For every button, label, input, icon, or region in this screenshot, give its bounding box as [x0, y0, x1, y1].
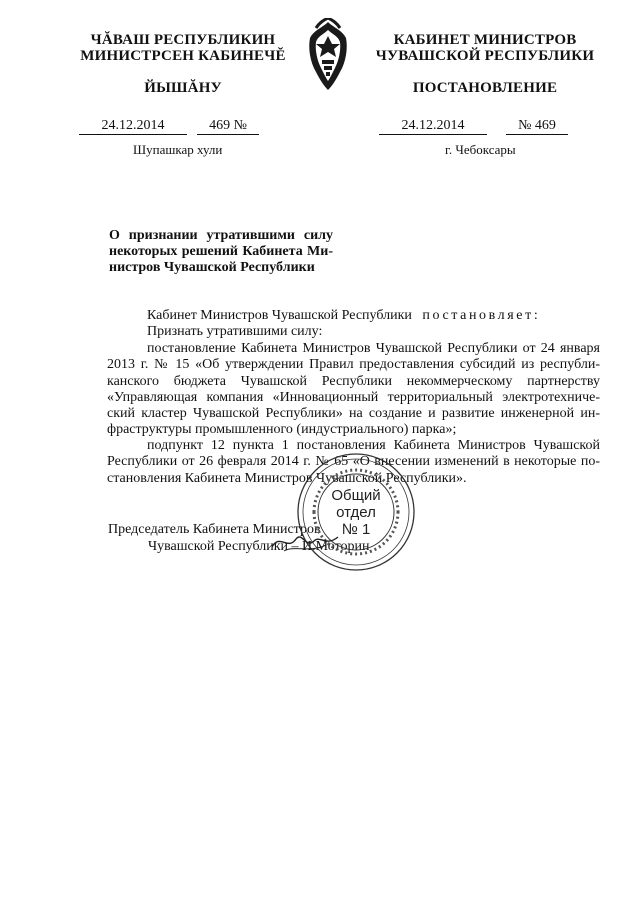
paragraph-line: фраструктуры промышленного (индустриального) парка»; [107, 422, 457, 438]
date-field-right: 24.12.2014 [379, 118, 487, 135]
paragraph-line: канского бюджета Чувашской Республики некоммерческому партнерству [107, 373, 600, 389]
ministry-name-russian-line1: КАБИНЕТ МИНИСТРОВ [393, 32, 577, 48]
stamp-line: Общий [331, 487, 381, 504]
paragraph-line: ский кластер Чувашской Республики» на создание и развитие инженерной ин- [107, 406, 600, 422]
repealed-resolution-paragraph [107, 341, 600, 439]
paragraph-line: подпункт 12 пункта 1 постановления Кабинета Министров Чувашской [147, 438, 600, 453]
document-type-chuvash: ЙЫШĂНУ [144, 80, 222, 96]
intro-text: Кабинет Министров Чувашской Республики [147, 308, 412, 323]
paragraph-line: постановление Кабинета Министров Чувашской Республики от 24 января [147, 341, 600, 356]
date-field-left: 24.12.2014 [79, 118, 187, 135]
city-russian: г. Чебоксары [445, 142, 516, 157]
signatory-title: Председатель Кабинета Министров [108, 522, 321, 537]
title-line: некоторых решений Кабинета Ми- [109, 244, 333, 259]
paragraph-line: становления Кабинета Министров Чувашской Республики». [107, 470, 467, 486]
title-line: О признании утратившими силу [109, 228, 333, 243]
paragraph-line: 2013 г. № 15 «Об утверждении Правил предоставления субсидий из республи- [107, 357, 600, 373]
stamp-line: отдел [336, 504, 376, 521]
title-line: нистров Чувашской Республики [109, 260, 315, 275]
document-title [109, 228, 333, 276]
resolution-intro [107, 308, 600, 324]
ministry-name-chuvash-line1: ЧĂВАШ РЕСПУБЛИКИН [90, 32, 276, 48]
signatory-name: Чувашской Республики – И.Моторин [148, 539, 370, 554]
intro-keyword: постановляет: [422, 308, 541, 323]
handwritten-signature-icon [270, 527, 340, 555]
number-field-left: 469 № [197, 118, 259, 135]
ministry-name-chuvash-line2: МИНИСТРСЕН КАБИНЕЧĔ [80, 48, 286, 64]
paragraph-line: «Управляющая компания «Инновационный территориальный электротехниче- [107, 389, 600, 405]
recognize-text: Признать утратившими силу: [147, 324, 323, 339]
number-field-right: № 469 [506, 118, 568, 135]
stamp-line: № 1 [341, 521, 371, 538]
document-type-russian: ПОСТАНОВЛЕНИЕ [412, 80, 558, 96]
recognize-clause [107, 324, 600, 340]
paragraph-line: Республики от 26 февраля 2014 г. № 65 «О внесении изменений в некоторые по- [107, 454, 600, 470]
ministry-name-russian-line2: ЧУВАШСКОЙ РЕСПУБЛИКИ [375, 48, 595, 64]
coat-of-arms-emblem-icon [302, 18, 354, 92]
city-chuvash: Шупашкар хули [133, 142, 223, 157]
